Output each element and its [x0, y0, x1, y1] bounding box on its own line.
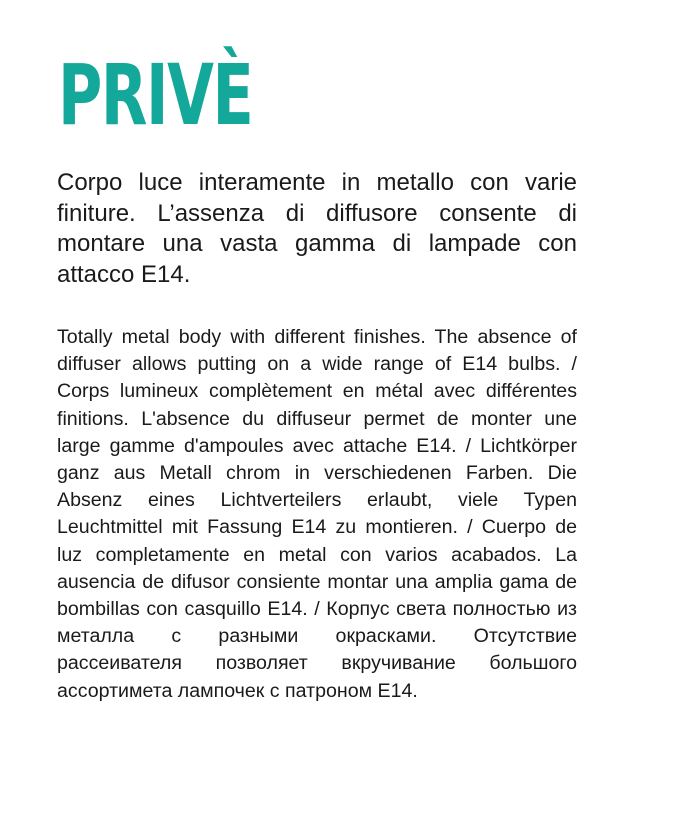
multilingual-description: Totally metal body with different finishes. The absence of diffuser allows putting on a wide range of E14 bulbs. / Corps lumineux complètement en métal avec différentes finitions. L'absence du diffuseur permet de monter une large gamme d'ampoules avec attache E14. / Lichtkörper ganz aus Metall chrom in verschiedenen Farben. Die Absenz eines Lichtverteilers erlaubt, viele Typen Leuchtmittel mit Fassung E14 zu montieren. / Cuerpo de luz completamente en metal con varios acabados. La ausencia de difusor consiente montar una amplia gama de bombillas con casquillo E14. / Корпус света полностью из металла с разными окрасками. Отсутствие рассеивателя позволяет вкручивание большого ассортимета лампочек с патроном E14. [57, 326, 577, 702]
product-title: PRIVÈ [58, 46, 253, 144]
intro-paragraph-italian: Corpo luce interamente in metallo con varie finiture. L’assenza di diffusore consente di montare una vasta gamma di lampade con attacco E14. [57, 169, 577, 288]
